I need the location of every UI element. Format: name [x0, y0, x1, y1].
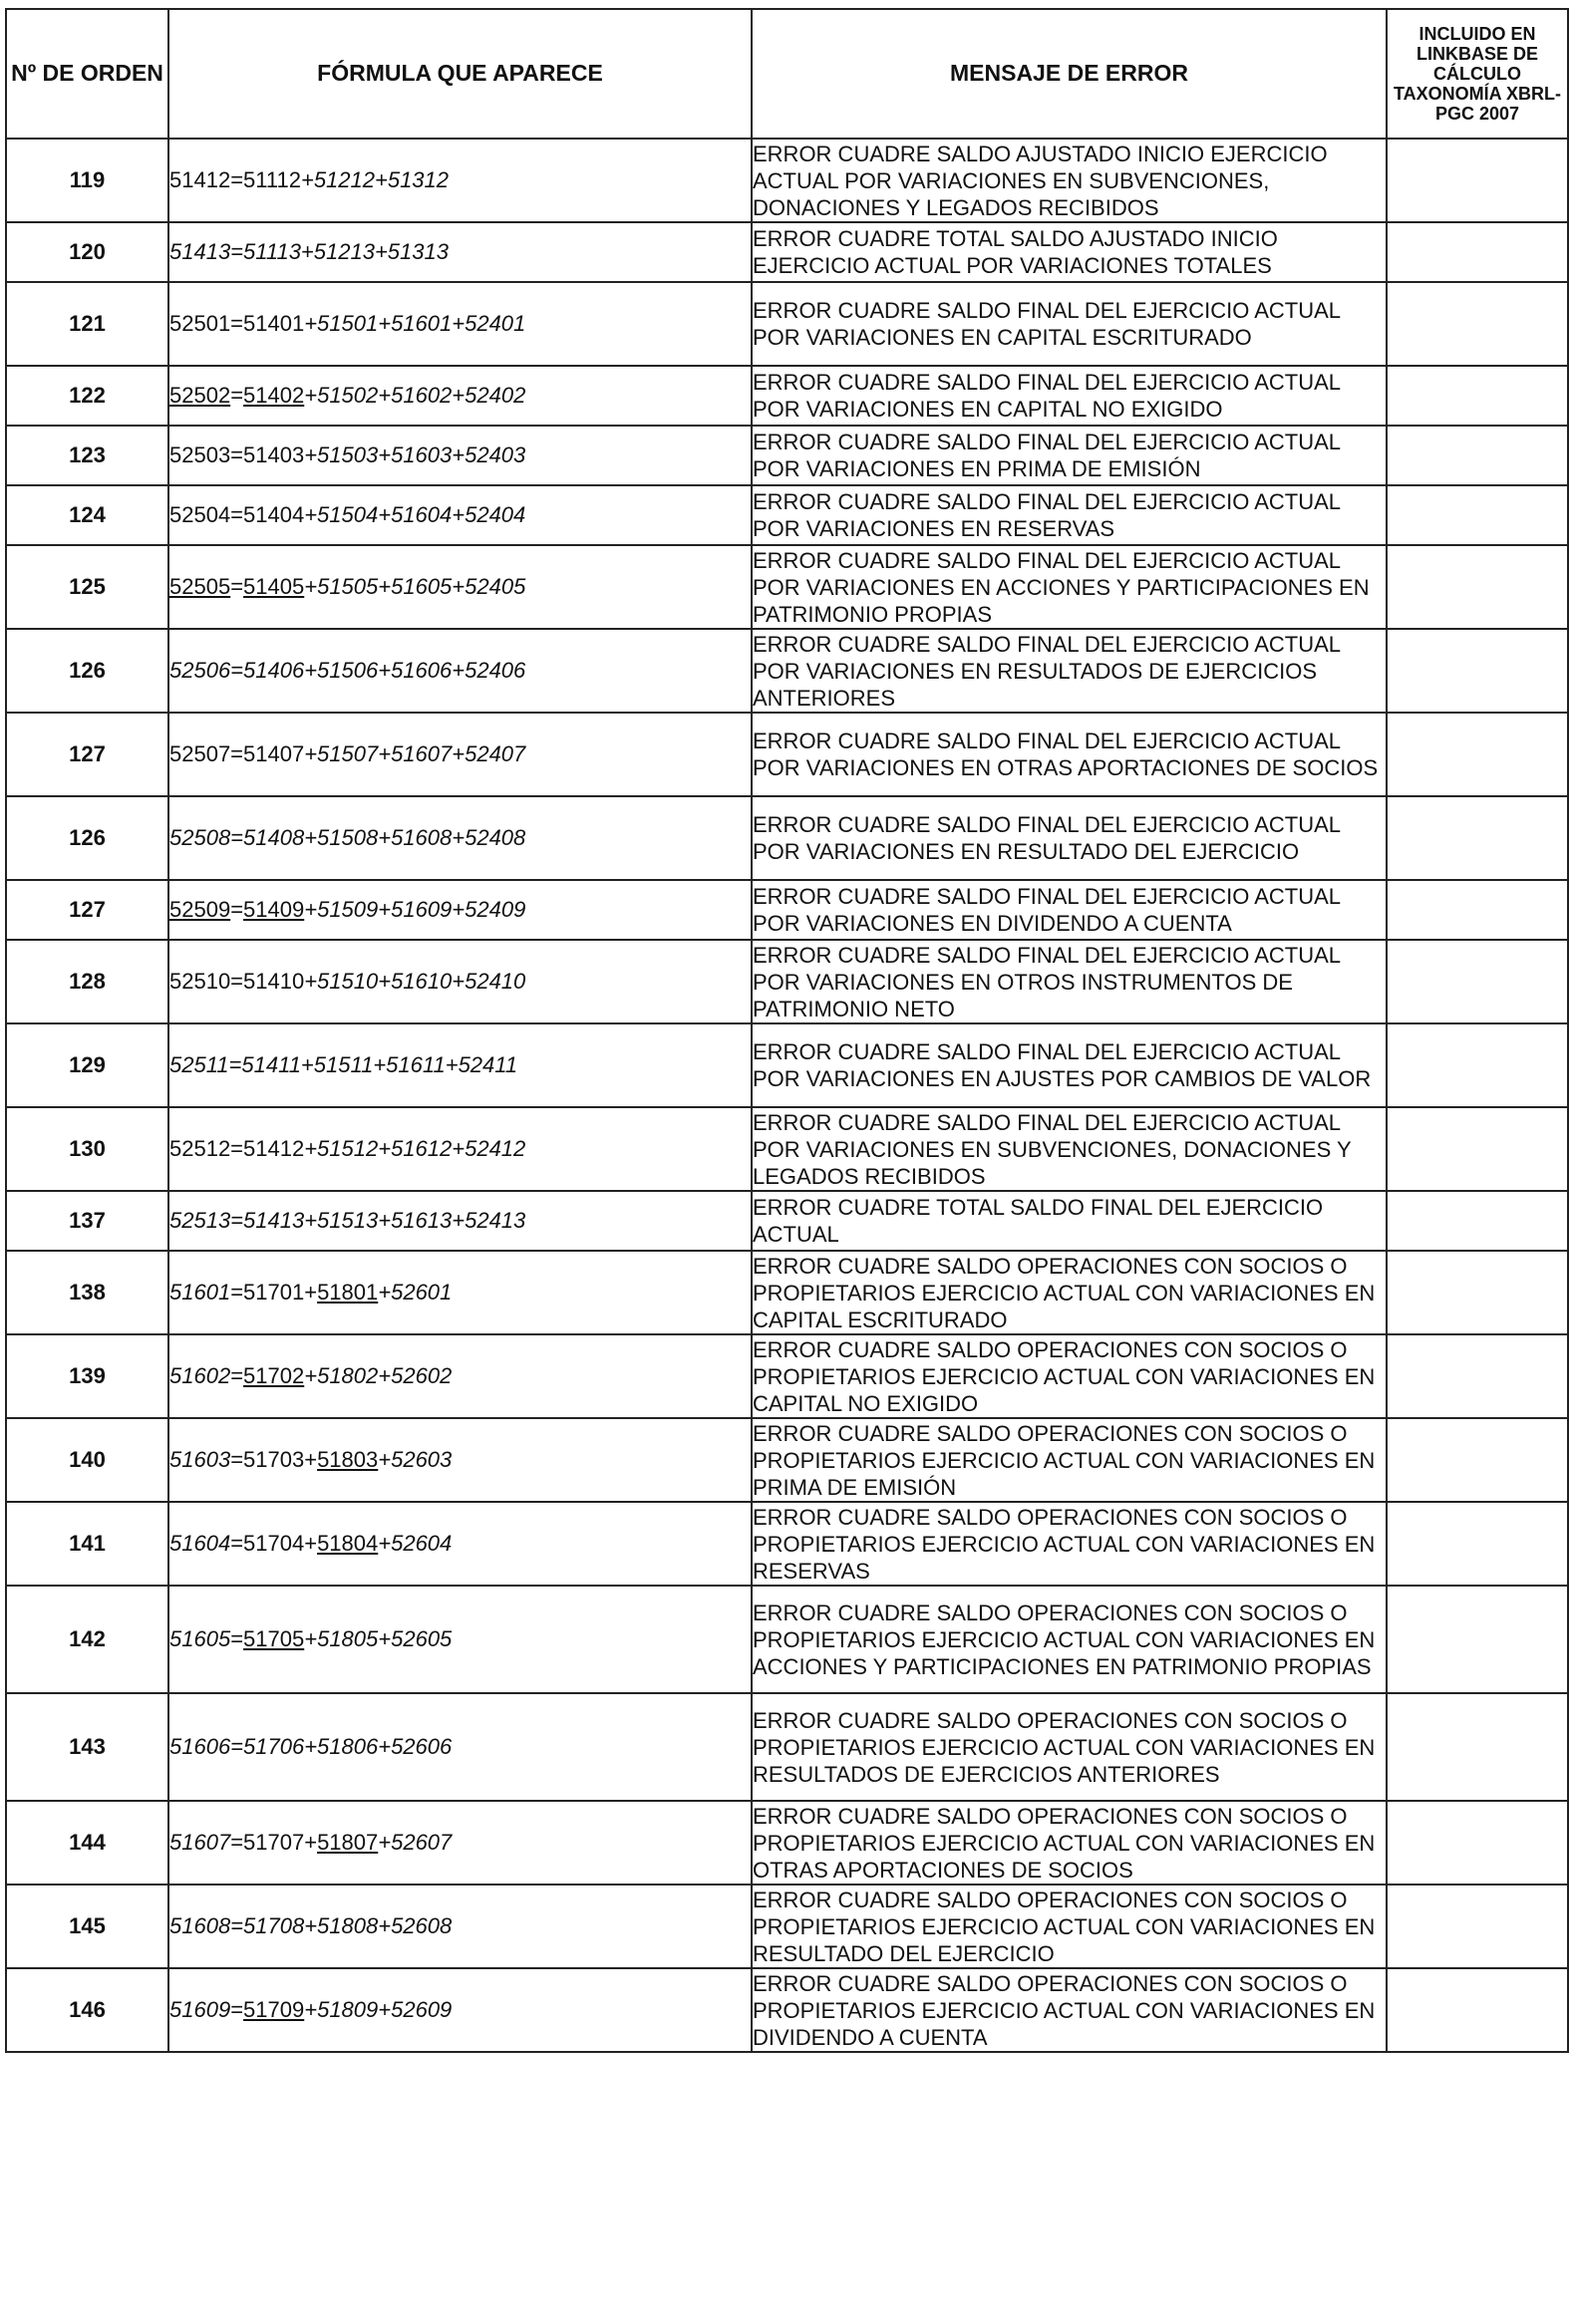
table-row [6, 629, 1568, 713]
formula-segment: 52513=51413+51513+51613+52413 [169, 1208, 526, 1233]
included-cell [1387, 880, 1568, 940]
formula-segment: = [230, 167, 244, 192]
formula-segment: =51707+ [230, 1830, 318, 1855]
formula-segment: = [230, 574, 244, 599]
order-number: 123 [6, 426, 168, 485]
error-message: ERROR CUADRE SALDO FINAL DEL EJERCICIO ACTUAL POR VARIACIONES EN CAPITAL NO EXIGIDO [752, 366, 1387, 426]
table-row [6, 796, 1568, 880]
formula-cell [168, 1251, 752, 1334]
table-row [6, 485, 1568, 545]
order-number: 146 [6, 1968, 168, 2052]
included-cell [1387, 545, 1568, 629]
error-message: ERROR CUADRE SALDO FINAL DEL EJERCICIO ACTUAL POR VARIACIONES EN AJUSTES POR CAMBIOS DE VALOR [752, 1023, 1387, 1107]
formula-cell [168, 1885, 752, 1968]
error-message: ERROR CUADRE SALDO OPERACIONES CON SOCIOS O PROPIETARIOS EJERCICIO ACTUAL CON VARIACIONES EN RESULTADOS DE EJERCICIOS ANTERIORES [752, 1693, 1387, 1801]
formula-segment: 51608=51708+51808+52608 [169, 1913, 453, 1938]
formula-cell [168, 940, 752, 1023]
error-message: ERROR CUADRE SALDO FINAL DEL EJERCICIO ACTUAL POR VARIACIONES EN RESULTADO DEL EJERCICIO [752, 796, 1387, 880]
error-formula-table [5, 8, 1569, 2053]
formula-segment: +51802+52602 [304, 1363, 453, 1388]
formula-cell [168, 1191, 752, 1251]
formula-cell [168, 222, 752, 282]
table-row [6, 1107, 1568, 1191]
formula-cell [168, 282, 752, 366]
formula-segment: +51509+51609+52409 [304, 897, 526, 922]
error-message: ERROR CUADRE SALDO FINAL DEL EJERCICIO ACTUAL POR VARIACIONES EN PRIMA DE EMISIÓN [752, 426, 1387, 485]
header-message: MENSAJE DE ERROR [752, 9, 1387, 139]
formula-segment: =51703+ [230, 1447, 318, 1472]
formula-cell [168, 1801, 752, 1885]
error-message: ERROR CUADRE SALDO FINAL DEL EJERCICIO ACTUAL POR VARIACIONES EN OTROS INSTRUMENTOS DE PATRIMONIO NETO [752, 940, 1387, 1023]
formula-segment: 51702 [243, 1363, 305, 1388]
table-row [6, 1418, 1568, 1502]
included-cell [1387, 1191, 1568, 1251]
formula-cell [168, 1418, 752, 1502]
order-number: 129 [6, 1023, 168, 1107]
error-message: ERROR CUADRE SALDO FINAL DEL EJERCICIO ACTUAL POR VARIACIONES EN RESERVAS [752, 485, 1387, 545]
included-cell [1387, 1334, 1568, 1418]
formula-cell [168, 629, 752, 713]
formula-segment: 51609 [169, 1997, 231, 2022]
error-message: ERROR CUADRE SALDO OPERACIONES CON SOCIOS O PROPIETARIOS EJERCICIO ACTUAL CON VARIACIONES EN RESULTADO DEL EJERCICIO [752, 1885, 1387, 1968]
order-number: 120 [6, 222, 168, 282]
error-message: ERROR CUADRE SALDO FINAL DEL EJERCICIO ACTUAL POR VARIACIONES EN OTRAS APORTACIONES DE SOCIOS [752, 713, 1387, 796]
formula-cell [168, 139, 752, 222]
formula-cell [168, 1107, 752, 1191]
formula-segment: = [230, 383, 244, 408]
formula-segment: 51602 [169, 1363, 231, 1388]
formula-segment: +51501+51601+52401 [304, 311, 526, 336]
order-number: 128 [6, 940, 168, 1023]
table-body [6, 139, 1568, 2052]
table-row [6, 139, 1568, 222]
included-cell [1387, 629, 1568, 713]
order-number: 139 [6, 1334, 168, 1418]
order-number: 145 [6, 1885, 168, 1968]
formula-segment: 51405 [243, 574, 305, 599]
error-message: ERROR CUADRE SALDO OPERACIONES CON SOCIOS O PROPIETARIOS EJERCICIO ACTUAL CON VARIACIONES EN ACCIONES Y PARTICIPACIONES EN PATRIMONIO PROPIAS [752, 1586, 1387, 1693]
formula-cell [168, 880, 752, 940]
formula-segment: +51502+51602+52402 [304, 383, 526, 408]
formula-segment: 51607 [169, 1830, 231, 1855]
formula-segment: = [230, 897, 244, 922]
table-row [6, 1502, 1568, 1586]
table-row [6, 1801, 1568, 1885]
formula-segment: 51605 [169, 1626, 231, 1651]
order-number: 141 [6, 1502, 168, 1586]
error-message: ERROR CUADRE SALDO OPERACIONES CON SOCIOS O PROPIETARIOS EJERCICIO ACTUAL CON VARIACIONES EN PRIMA DE EMISIÓN [752, 1418, 1387, 1502]
table-row [6, 1023, 1568, 1107]
formula-segment: 51412 [169, 167, 231, 192]
table-row [6, 940, 1568, 1023]
table-row [6, 426, 1568, 485]
table-row [6, 282, 1568, 366]
formula-segment: 51603 [169, 1447, 231, 1472]
order-number: 127 [6, 880, 168, 940]
order-number: 119 [6, 139, 168, 222]
order-number: 122 [6, 366, 168, 426]
formula-segment: = [230, 1626, 244, 1651]
order-number: 140 [6, 1418, 168, 1502]
error-message: ERROR CUADRE SALDO FINAL DEL EJERCICIO ACTUAL POR VARIACIONES EN SUBVENCIONES, DONACIONES Y LEGADOS RECIBIDOS [752, 1107, 1387, 1191]
error-message: ERROR CUADRE SALDO FINAL DEL EJERCICIO ACTUAL POR VARIACIONES EN CAPITAL ESCRITURADO [752, 282, 1387, 366]
table-row [6, 1191, 1568, 1251]
order-number: 127 [6, 713, 168, 796]
table-row [6, 880, 1568, 940]
error-message: ERROR CUADRE TOTAL SALDO AJUSTADO INICIO EJERCICIO ACTUAL POR VARIACIONES TOTALES [752, 222, 1387, 282]
order-number: 130 [6, 1107, 168, 1191]
order-number: 137 [6, 1191, 168, 1251]
included-cell [1387, 366, 1568, 426]
formula-segment: 51413=51113+51213+51313 [169, 239, 449, 264]
error-message: ERROR CUADRE SALDO FINAL DEL EJERCICIO ACTUAL POR VARIACIONES EN ACCIONES Y PARTICIPACIONES EN PATRIMONIO PROPIAS [752, 545, 1387, 629]
formula-segment: 51606=51706+51806+52606 [169, 1734, 453, 1759]
formula-segment: 52509 [169, 897, 231, 922]
included-cell [1387, 940, 1568, 1023]
included-cell [1387, 485, 1568, 545]
order-number: 126 [6, 796, 168, 880]
error-message: ERROR CUADRE SALDO OPERACIONES CON SOCIOS O PROPIETARIOS EJERCICIO ACTUAL CON VARIACIONES EN CAPITAL ESCRITURADO [752, 1251, 1387, 1334]
formula-segment: 51601 [169, 1280, 231, 1305]
table-row [6, 713, 1568, 796]
formula-segment: +52601 [378, 1280, 453, 1305]
included-cell [1387, 1693, 1568, 1801]
table-row [6, 366, 1568, 426]
error-message: ERROR CUADRE SALDO OPERACIONES CON SOCIOS O PROPIETARIOS EJERCICIO ACTUAL CON VARIACIONES EN OTRAS APORTACIONES DE SOCIOS [752, 1801, 1387, 1885]
header-included: INCLUIDO EN LINKBASE DE CÁLCULO TAXONOMÍA XBRL-PGC 2007 [1387, 9, 1568, 139]
formula-segment: 52502 [169, 383, 231, 408]
formula-segment: 52511=51411+51511+51611+52411 [169, 1052, 518, 1077]
formula-segment: = [230, 1363, 244, 1388]
formula-segment: +51809+52609 [304, 1997, 453, 2022]
formula-segment: 52503=51403 [169, 442, 305, 467]
formula-segment: 52508=51408+51508+51608+52408 [169, 825, 526, 850]
formula-segment: 52504=51404 [169, 502, 305, 527]
formula-segment: 52505 [169, 574, 231, 599]
formula-segment: +51805+52605 [304, 1626, 453, 1651]
error-message: ERROR CUADRE SALDO OPERACIONES CON SOCIOS O PROPIETARIOS EJERCICIO ACTUAL CON VARIACIONES EN RESERVAS [752, 1502, 1387, 1586]
included-cell [1387, 1801, 1568, 1885]
formula-cell [168, 426, 752, 485]
formula-segment: 51402 [243, 383, 305, 408]
formula-segment: +52603 [378, 1447, 453, 1472]
order-number: 124 [6, 485, 168, 545]
formula-segment: 51803 [317, 1447, 379, 1472]
formula-cell [168, 1502, 752, 1586]
order-number: 121 [6, 282, 168, 366]
table-row [6, 1251, 1568, 1334]
table-row [6, 1693, 1568, 1801]
formula-segment: 52507=51407 [169, 741, 305, 766]
order-number: 125 [6, 545, 168, 629]
formula-cell [168, 1023, 752, 1107]
table-row [6, 1885, 1568, 1968]
table-row [6, 1968, 1568, 2052]
header-formula: FÓRMULA QUE APARECE [168, 9, 752, 139]
formula-cell [168, 796, 752, 880]
formula-segment: +52604 [378, 1531, 453, 1556]
formula-cell [168, 366, 752, 426]
included-cell [1387, 1968, 1568, 2052]
formula-segment: 51801 [317, 1280, 379, 1305]
included-cell [1387, 222, 1568, 282]
error-message: ERROR CUADRE SALDO OPERACIONES CON SOCIOS O PROPIETARIOS EJERCICIO ACTUAL CON VARIACIONES EN DIVIDENDO A CUENTA [752, 1968, 1387, 2052]
formula-segment: 52512=51412 [169, 1136, 305, 1161]
formula-segment: =51704+ [230, 1531, 318, 1556]
table-header [6, 9, 1568, 139]
error-message: ERROR CUADRE SALDO FINAL DEL EJERCICIO ACTUAL POR VARIACIONES EN RESULTADOS DE EJERCICIOS ANTERIORES [752, 629, 1387, 713]
formula-segment: 51409 [243, 897, 305, 922]
table-row [6, 1586, 1568, 1693]
table-row [6, 545, 1568, 629]
formula-segment: +51503+51603+52403 [304, 442, 526, 467]
formula-segment: 51112 [243, 167, 301, 192]
error-message: ERROR CUADRE TOTAL SALDO FINAL DEL EJERCICIO ACTUAL [752, 1191, 1387, 1251]
formula-segment: 51709 [243, 1997, 305, 2022]
included-cell [1387, 282, 1568, 366]
formula-segment: =51701+ [230, 1280, 318, 1305]
formula-segment: +51504+51604+52404 [304, 502, 526, 527]
formula-segment: 51804 [317, 1531, 379, 1556]
formula-segment: +51512+51612+52412 [304, 1136, 526, 1161]
order-number: 126 [6, 629, 168, 713]
formula-segment: +52607 [378, 1830, 453, 1855]
header-order: Nº DE ORDEN [6, 9, 168, 139]
formula-segment: +51505+51605+52405 [304, 574, 526, 599]
formula-segment: 51807 [317, 1830, 379, 1855]
table-row [6, 222, 1568, 282]
included-cell [1387, 426, 1568, 485]
included-cell [1387, 1586, 1568, 1693]
included-cell [1387, 1251, 1568, 1334]
header-row [6, 9, 1568, 139]
formula-cell [168, 713, 752, 796]
formula-cell [168, 1334, 752, 1418]
formula-cell [168, 1586, 752, 1693]
included-cell [1387, 1023, 1568, 1107]
formula-cell [168, 1693, 752, 1801]
included-cell [1387, 713, 1568, 796]
formula-segment: = [230, 1997, 244, 2022]
formula-segment: 52501=51401 [169, 311, 305, 336]
formula-cell [168, 485, 752, 545]
formula-segment: +51507+51607+52407 [304, 741, 526, 766]
error-message: ERROR CUADRE SALDO AJUSTADO INICIO EJERCICIO ACTUAL POR VARIACIONES EN SUBVENCIONES, DONACIONES Y LEGADOS RECIBIDOS [752, 139, 1387, 222]
error-message: ERROR CUADRE SALDO OPERACIONES CON SOCIOS O PROPIETARIOS EJERCICIO ACTUAL CON VARIACIONES EN CAPITAL NO EXIGIDO [752, 1334, 1387, 1418]
formula-cell [168, 545, 752, 629]
formula-segment: 51705 [243, 1626, 305, 1651]
formula-segment: +51212+51312 [300, 167, 450, 192]
order-number: 143 [6, 1693, 168, 1801]
order-number: 142 [6, 1586, 168, 1693]
formula-cell [168, 1968, 752, 2052]
table-row [6, 1334, 1568, 1418]
order-number: 144 [6, 1801, 168, 1885]
formula-segment: 51604 [169, 1531, 231, 1556]
included-cell [1387, 1418, 1568, 1502]
included-cell [1387, 1885, 1568, 1968]
order-number: 138 [6, 1251, 168, 1334]
formula-segment: 52506=51406+51506+51606+52406 [169, 658, 526, 683]
included-cell [1387, 139, 1568, 222]
included-cell [1387, 796, 1568, 880]
formula-segment: +51510+51610+52410 [304, 969, 526, 994]
error-message: ERROR CUADRE SALDO FINAL DEL EJERCICIO ACTUAL POR VARIACIONES EN DIVIDENDO A CUENTA [752, 880, 1387, 940]
included-cell [1387, 1502, 1568, 1586]
included-cell [1387, 1107, 1568, 1191]
formula-segment: 52510=51410 [169, 969, 305, 994]
